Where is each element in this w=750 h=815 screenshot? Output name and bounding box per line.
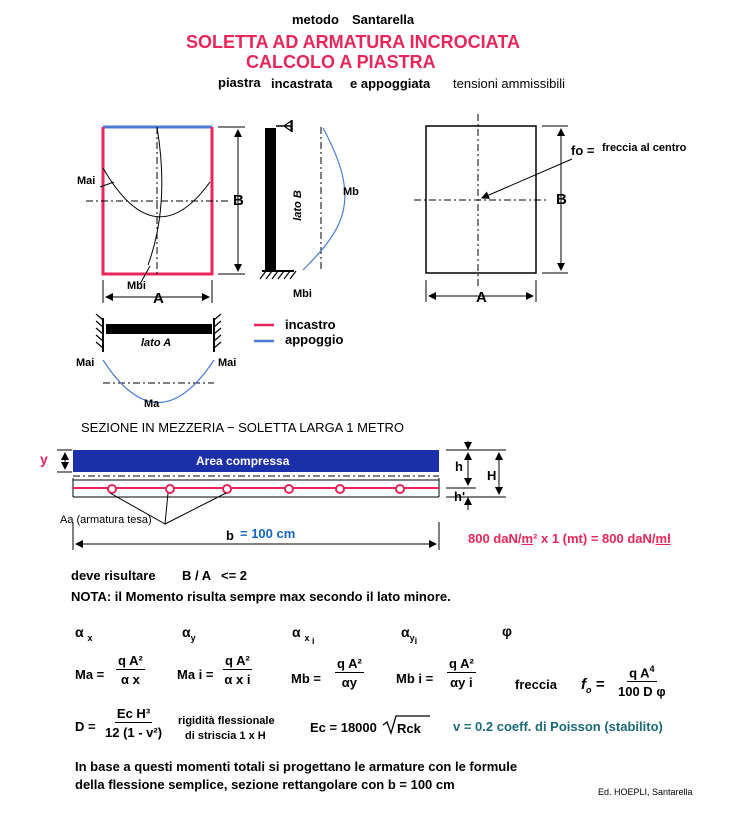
beam-a	[106, 324, 212, 334]
formula-freccia-label: freccia	[515, 677, 557, 692]
footer-credit: Ed. HOEPLI, Santarella	[598, 787, 693, 797]
formula-mbi-fraction: $\frac{\text{q A²}}{\text{αy i}}$	[449, 656, 474, 690]
load-formula: 800 daN/m² x 1 (mt) = 800 daN/ml	[468, 531, 671, 546]
footer-line-2: della flessione semplice, sezione rettangolare con b = 100 cm	[75, 777, 455, 792]
ma-curve	[103, 360, 214, 403]
formula-fo-fraction: $\frac{q A^4}{\text{100 D φ}}$	[618, 664, 666, 700]
beam-a-diagram	[96, 314, 221, 403]
legend-incastro: incastro	[285, 317, 336, 332]
label-dim-a: A	[153, 290, 164, 307]
coeff-alpha-y: $\alpha_y$	[182, 624, 196, 643]
formula-mai-fraction: $\frac{\text{q A²}}{\text{α x i}}$	[224, 653, 251, 687]
formula-ma-label: Ma =	[75, 667, 105, 682]
label-dim-b-2: B	[556, 191, 567, 208]
label-mbi-beam: Mbi	[293, 288, 312, 300]
label-mbi: Mbi	[127, 280, 146, 292]
formula-mb-fraction: $\frac{\text{q A²}}{\alpha y}$	[337, 656, 362, 690]
label-h: h	[455, 459, 463, 474]
mb-curve	[303, 128, 345, 270]
label-b-value: = 100 cm	[240, 526, 296, 541]
title-line-1: SOLETTA AD ARMATURA INCROCIATA	[186, 32, 520, 52]
rigidita-line-1: rigidità flessionale	[178, 715, 275, 727]
label-H: H	[487, 468, 497, 483]
subtitle-appoggiata: e appoggiata	[350, 76, 431, 91]
footer-line-1: In base a questi momenti totali si progettano le armature con le formule	[75, 759, 518, 774]
section-title: SEZIONE IN MEZZERIA − SOLETTA LARGA 1 METRO	[81, 420, 405, 435]
rebar-3	[223, 485, 231, 493]
nota-text: NOTA: il Momento risulta sempre max secondo il lato minore.	[71, 589, 451, 604]
formula-mb-label: Mb =	[291, 671, 321, 686]
label-lato-b: lato B	[291, 190, 304, 221]
label-ma: Ma	[144, 398, 160, 410]
formula-fo-label: $f_o$ =	[581, 676, 605, 695]
coeff-alpha-xi: α $_{x _i}$	[292, 624, 315, 646]
method-name: Santarella	[352, 12, 415, 27]
label-area-compressa: Area compressa	[196, 454, 290, 468]
ratio-ba: B / A	[182, 568, 212, 583]
rebar-2	[166, 485, 174, 493]
label-b: b	[226, 528, 234, 543]
label-dim-a-2: A	[476, 289, 487, 306]
label-y: y	[40, 451, 48, 467]
beam-b	[265, 128, 276, 270]
formula-mai-label: Ma i =	[177, 667, 214, 682]
legend-appoggio: appoggio	[285, 332, 344, 347]
label-h-prime: h'	[454, 489, 466, 504]
label-mb: Mb	[343, 186, 359, 198]
moment-curve-b	[148, 127, 162, 265]
label-mai-left: Mai	[76, 357, 95, 369]
ratio-limit: <= 2	[221, 568, 248, 583]
label-mai: Mai	[77, 175, 96, 187]
formula-mbi-label: Mb i =	[396, 671, 434, 686]
subtitle-tensioni: tensioni ammissibili	[453, 76, 565, 91]
formula-d-fraction: $\frac{\text{Ec H³}}{\text{12 (1 - v²)}}$	[105, 706, 163, 740]
coeff-alpha-x: α $_x$	[75, 624, 93, 643]
formula-poisson: v = 0.2 coeff. di Poisson (stabilito)	[453, 719, 663, 734]
rebar-5	[336, 485, 344, 493]
method-label: metodo	[292, 12, 339, 27]
subtitle-incastrata: incastrata	[271, 76, 333, 91]
subtitle-piastra: piastra	[218, 75, 261, 90]
rebar-4	[285, 485, 293, 493]
formula-rck: Rck	[397, 721, 421, 736]
deve-risultare: deve risultare	[71, 568, 156, 583]
label-fo: fo =	[571, 143, 595, 158]
formula-ma-fraction: $\frac{\text{q A²}}{\text{α x}}$	[118, 653, 143, 687]
plate-moment-diagram	[86, 127, 245, 303]
coeff-alpha-yi: $\alpha_{y_i}$	[401, 624, 418, 646]
label-mai-right: Mai	[218, 357, 237, 369]
label-armatura-tesa: Aa (armatura tesa)	[60, 514, 152, 526]
deflection-diagram	[414, 114, 572, 302]
label-freccia-centro: freccia al centro	[602, 142, 687, 154]
rebar-1	[108, 485, 116, 493]
formula-ec: Ec = 18000	[310, 720, 377, 735]
coeff-phi: φ	[502, 623, 513, 639]
rigidita-line-2: di striscia 1 x H	[185, 730, 266, 742]
title-line-2: CALCOLO A PIASTRA	[246, 52, 436, 72]
rebar-6	[396, 485, 404, 493]
label-dim-b: B	[233, 192, 244, 209]
formula-d-label: D =	[75, 719, 96, 734]
label-lato-a: lato A	[141, 337, 172, 349]
